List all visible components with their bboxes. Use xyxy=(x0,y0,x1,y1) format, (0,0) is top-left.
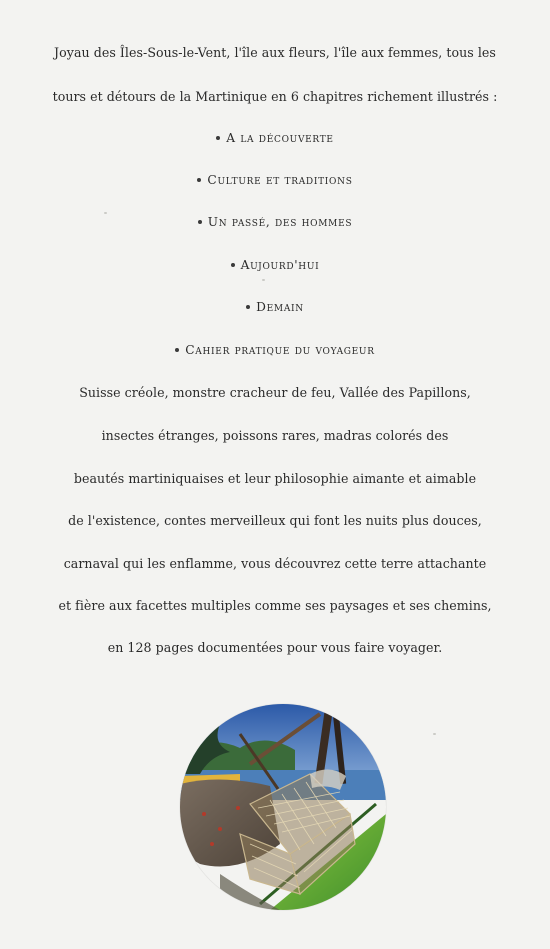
description-line: de l'existence, contes merveilleux qui font les nuits plus douces, xyxy=(68,513,482,528)
chapter-item xyxy=(0,258,550,272)
bullet-icon xyxy=(197,178,201,182)
description-line: en 128 pages documentées pour vous faire voyager. xyxy=(107,640,443,655)
chapter-item xyxy=(0,300,550,314)
chapter-item xyxy=(0,215,550,229)
chapter-label: A la découverte xyxy=(226,131,334,145)
chapter-label: Culture et traditions xyxy=(207,173,353,187)
description-line: et fière aux facettes multiples comme ses paysages et ses chemins, xyxy=(58,598,492,613)
description-line: insectes étranges, poissons rares, madras colorés des xyxy=(101,428,449,443)
bullet-icon xyxy=(175,348,179,352)
bullet-icon xyxy=(198,220,202,224)
bullet-icon xyxy=(246,305,250,309)
chapter-label: Cahier pratique du voyageur xyxy=(185,343,375,357)
paper-speck xyxy=(262,279,265,281)
paper-speck xyxy=(433,733,436,735)
bullet-icon xyxy=(216,136,220,140)
description-line: carnaval qui les enflamme, vous découvrez cette terre attachante xyxy=(63,556,487,571)
chapter-item xyxy=(0,173,550,187)
chapter-label: Aujourd'hui xyxy=(240,258,320,272)
bullet-icon xyxy=(231,263,235,267)
chapter-label: Demain xyxy=(256,300,304,314)
intro-line-2: tours et détours de la Martinique en 6 chapitres richement illustrés : xyxy=(52,89,498,104)
chapter-item xyxy=(0,131,550,145)
fish-traps-photo xyxy=(180,704,386,910)
chapter-item xyxy=(0,343,550,357)
description-line: Suisse créole, monstre cracheur de feu, Vallée des Papillons, xyxy=(79,385,471,400)
description-line: beautés martiniquaises et leur philosophie aimante et aimable xyxy=(73,471,477,486)
intro-line-1: Joyau des Îles-Sous-le-Vent, l'île aux fleurs, l'île aux femmes, tous les xyxy=(54,45,496,60)
paper-speck xyxy=(104,212,107,214)
chapter-label: Un passé, des hommes xyxy=(207,215,353,229)
